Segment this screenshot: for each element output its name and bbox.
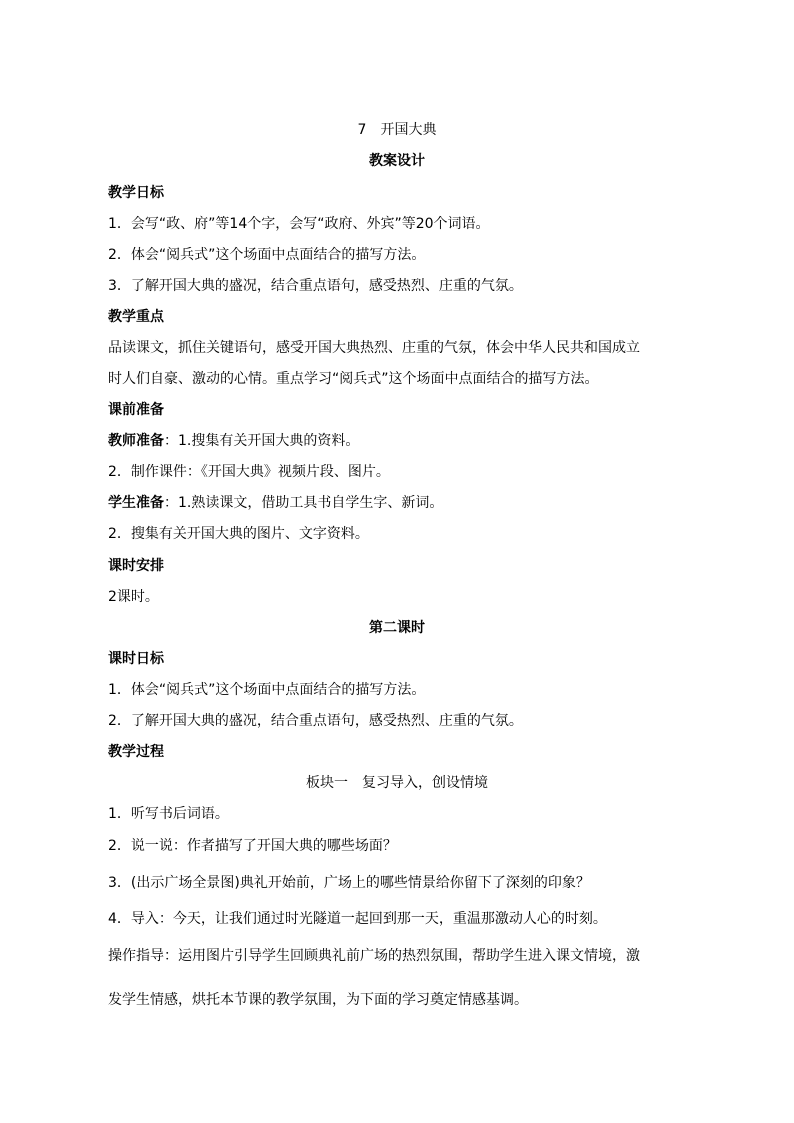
step-item: 1．听写书后词语。 [108,806,229,822]
guide-text-line: 发学生情感，烘托本节课的教学氛围，为下面的学习奠定情感基调。 [108,992,528,1008]
goals-heading: 教学日标 [108,185,164,201]
lesson-title: 7 开国大典 [357,122,437,138]
student-prep-label: 学生准备 [108,495,164,511]
step-item: 3．(出示广场全景图)典礼开始前，广场上的哪些情景给你留下了深刻的印象？ [108,875,590,891]
lesson-subtitle: 教案设计 [369,153,425,169]
schedule-heading: 课时安排 [108,558,164,574]
goal-item: 1．会写“政、府”等14个字，会写“政府、外宾”等20个词语。 [108,216,490,232]
block-heading: 板块一 复习导入，创设情境 [306,775,488,791]
step-item: 2．说一说：作者描写了开国大典的哪些场面？ [108,838,397,854]
lesson-heading: 第二课时 [369,620,425,636]
goal-item: 3．了解开国大典的盛况，结合重点语句，感受热烈、庄重的气氛。 [108,278,523,294]
focus-text-line: 品读课文，抓住关键语句，感受开国大典热烈、庄重的气氛，体会中华人民共和国成立 [108,340,640,356]
lesson-goal-item: 2．了解开国大典的盛况，结合重点语句，感受热烈、庄重的气氛。 [108,713,523,729]
teacher-prep-item: 2．制作课件：《开国大典》视频片段、图片。 [108,464,390,480]
student-prep-item: 2．搜集有关开国大典的图片、文字资料。 [108,526,369,542]
student-prep-text: ：1.熟读课文，借助工具书自学生字、新词。 [164,495,444,511]
step-item: 4．导入：今天，让我们通过时光隧道一起回到那一天，重温那激动人心的时刻。 [108,911,607,927]
teacher-prep-text: ：1.搜集有关开国大典的资料。 [164,433,360,449]
goal-item: 2．体会“阅兵式”这个场面中点面结合的描写方法。 [108,247,426,263]
student-prep-line [108,493,443,513]
lesson-goal-item: 1．体会“阅兵式”这个场面中点面结合的描写方法。 [108,682,426,698]
guide-text-line: 操作指导：运用图片引导学生回顾典礼前广场的热烈氛围，帮助学生进入课文情境，激 [108,948,640,964]
process-heading: 教学过程 [108,744,164,760]
schedule-text: 2课时。 [108,589,159,605]
focus-heading: 教学重点 [108,309,164,325]
lesson-goals-heading: 课时日标 [108,651,164,667]
teacher-prep-line [108,431,359,451]
focus-text-line: 时人们自豪、激动的心情。重点学习“阅兵式”这个场面中点面结合的描写方法。 [108,371,599,387]
teacher-prep-label: 教师准备 [108,433,164,449]
prep-heading: 课前准备 [108,402,164,418]
